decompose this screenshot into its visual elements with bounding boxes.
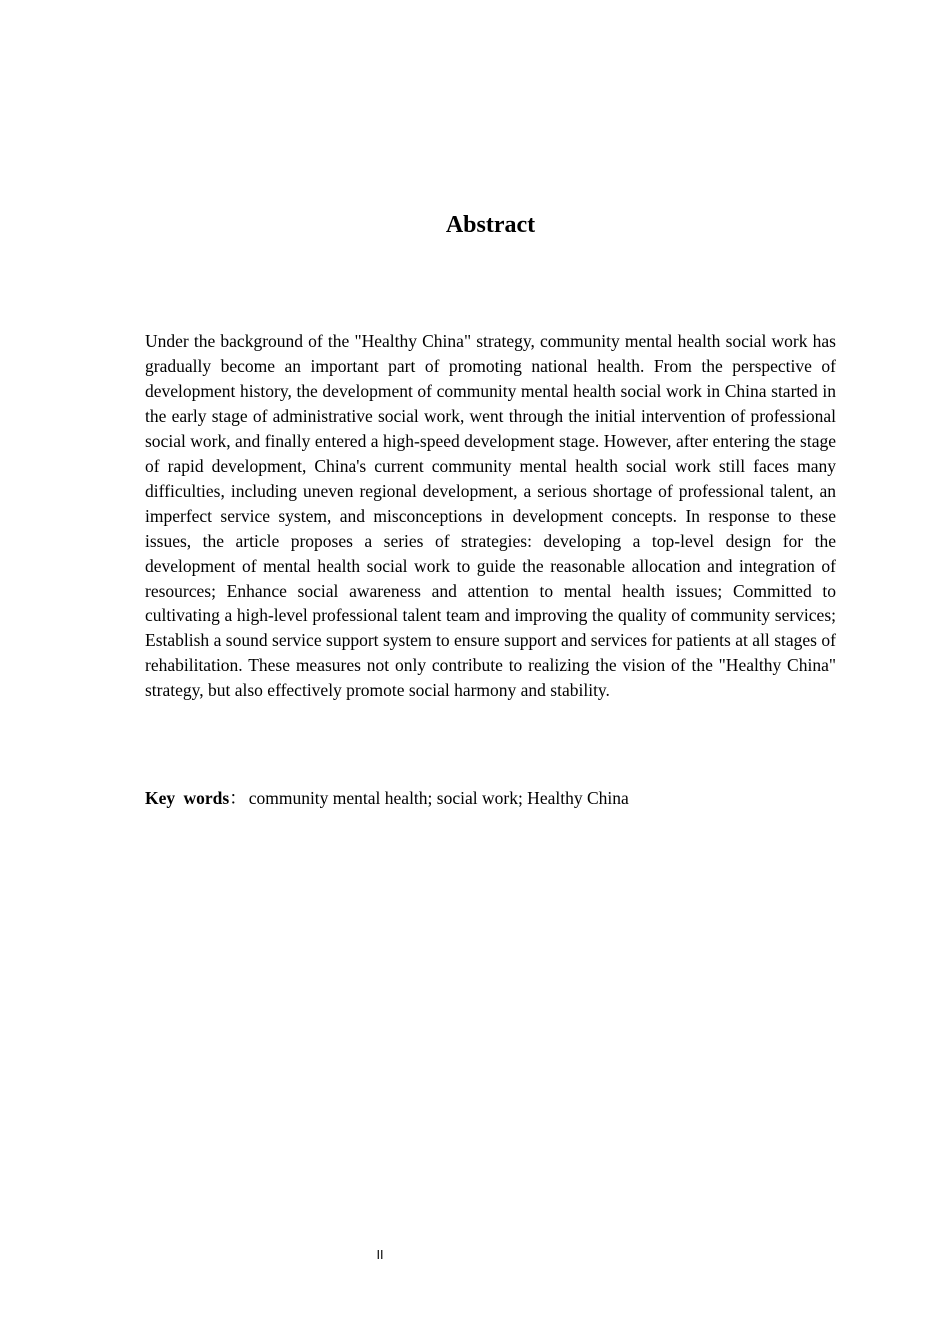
abstract-body: Under the background of the "Healthy China" strategy, community mental health social work has gradually become an important part of promoting national health. From the perspective of development history, the development of community mental health social work in China started in the early stage of administrative social work, went through the initial intervention of professional social work, and finally entered a high-speed development stage. However, after entering the stage of rapid development, China's current community mental health social work still faces many difficulties, including uneven regional development, a serious shortage of professional talent, an imperfect service system, and misconceptions in development concepts. In response to these issues, the article proposes a series of strategies: developing a top-level design for the development of mental health social work to guide the reasonable allocation and integration of resources; Enhance social awareness and attention to mental health issues; Committed to cultivating a high-level professional talent team and improving the quality of community services; Establish a sound service support system to ensure support and services for patients at all stages of rehabilitation. These measures not only contribute to realizing the vision of the "Healthy China" strategy, but also effectively promote social harmony and stability.: [145, 331, 836, 701]
page-number: II: [376, 1248, 384, 1262]
abstract-title: Abstract: [445, 212, 536, 238]
keywords-separator: ：: [229, 788, 247, 808]
keywords-list: community mental health; social work; Healthy China: [248, 788, 629, 808]
keywords-label: Key words: [145, 788, 230, 808]
keywords-line: [145, 786, 836, 811]
